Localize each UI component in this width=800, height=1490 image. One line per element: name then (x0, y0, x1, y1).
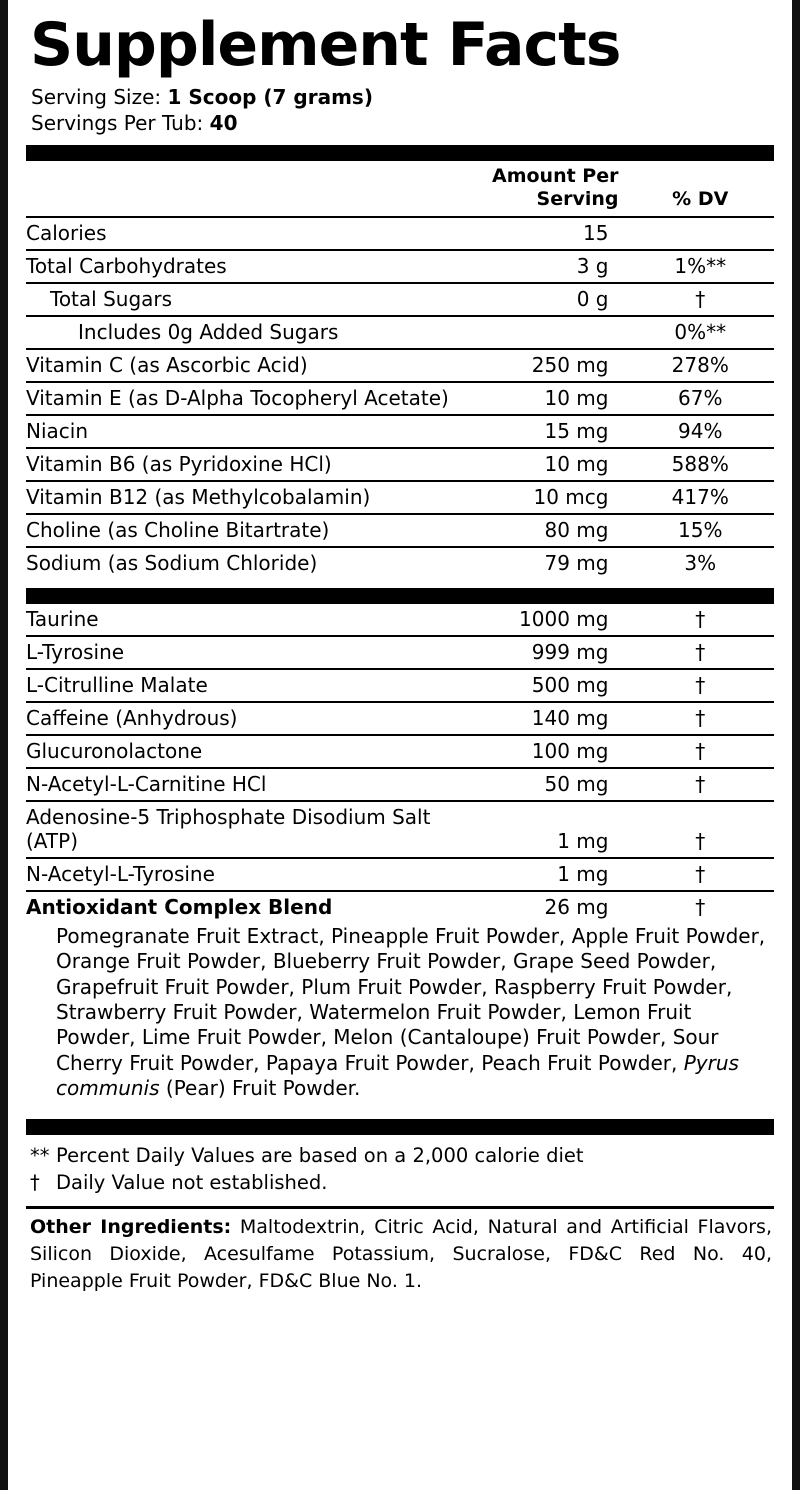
table-row (26, 481, 774, 514)
serving-size-value: 1 Scoop (7 grams) (167, 85, 373, 109)
table-row (26, 735, 774, 768)
row-amount: 10 mg (456, 448, 627, 481)
servings-per-tub-line (31, 111, 774, 137)
divider-thick-middle (26, 588, 774, 604)
table-row (26, 514, 774, 547)
row-amount: 140 mg (456, 702, 627, 735)
row-name: Vitamin C (as Ascorbic Acid) (26, 349, 456, 382)
row-dv: 0%** (626, 316, 774, 349)
row-amount: 1 mg (456, 801, 627, 858)
row-amount: 80 mg (456, 514, 627, 547)
divider-thin (26, 1206, 774, 1209)
row-amount: 79 mg (544, 550, 609, 575)
column-header-amount: Amount Per Serving (456, 161, 627, 217)
row-name: Vitamin B12 (as Methylcobalamin) (26, 481, 456, 514)
row-name: Taurine (26, 604, 456, 636)
row-amount: 50 mg (456, 768, 627, 801)
table-row (26, 669, 774, 702)
row-name: Vitamin B6 (as Pyridoxine HCl) (26, 448, 456, 481)
footnote-symbol: † (30, 1170, 40, 1194)
row-name: L-Tyrosine (26, 636, 456, 669)
table-row (26, 636, 774, 669)
table-row (26, 283, 774, 316)
footnote-symbol: ** (30, 1143, 50, 1167)
table-row (26, 250, 774, 283)
row-name: Total Sugars (26, 283, 456, 316)
row-name: Antioxidant Complex Blend (26, 894, 333, 919)
row-amount: 26 mg (544, 894, 609, 919)
footnote-row (30, 1169, 774, 1196)
table-row (26, 702, 774, 735)
table-row (26, 349, 774, 382)
row-amount: 500 mg (456, 669, 627, 702)
row-amount: 999 mg (456, 636, 627, 669)
row-dv: † (626, 735, 774, 768)
divider-thick-top (26, 145, 774, 161)
row-dv: † (626, 858, 774, 891)
row-name: Choline (as Choline Bitartrate) (26, 514, 456, 547)
row-amount: 250 mg (456, 349, 627, 382)
row-amount: 3 g (456, 250, 627, 283)
footnote-row (30, 1142, 774, 1169)
row-name: N-Acetyl-L-Carnitine HCl (26, 768, 456, 801)
table-row (26, 801, 774, 858)
nutrition-table-main-body (26, 161, 774, 579)
row-dv (626, 217, 774, 250)
table-row (26, 604, 774, 636)
row-name: Sodium (as Sodium Chloride) (26, 550, 318, 575)
row-dv: † (626, 669, 774, 702)
table-row (26, 768, 774, 801)
row-dv: 417% (626, 481, 774, 514)
row-dv: 1%** (626, 250, 774, 283)
row-amount: 10 mcg (456, 481, 627, 514)
row-dv: † (626, 604, 774, 636)
row-amount: 0 g (456, 283, 627, 316)
servings-per-tub-value: 40 (209, 110, 238, 135)
nutrition-table-blend (26, 604, 774, 923)
footnote-text: Daily Value not established. (56, 1170, 328, 1194)
row-dv: 588% (626, 448, 774, 481)
row-name: Adenosine-5 Triphosphate Disodium Salt (ATP) (26, 801, 456, 858)
nutrition-table-blend-body (26, 604, 774, 923)
ingredients-post: (Pear) Fruit Powder. (159, 1076, 361, 1101)
footnotes (30, 1142, 774, 1197)
row-name: L-Citrulline Malate (26, 669, 456, 702)
table-row (26, 316, 774, 349)
row-dv: 278% (626, 349, 774, 382)
row-dv: † (695, 894, 706, 919)
row-amount: 10 mg (456, 382, 627, 415)
table-row (26, 415, 774, 448)
row-amount: 1000 mg (456, 604, 627, 636)
row-name: Caffeine (Anhydrous) (26, 702, 456, 735)
ingredients-pre: Pomegranate Fruit Extract, Pineapple Fruit Powder, Apple Fruit Powder, Orange Fruit Powder, Blueberry Fruit Powder, Grape Seed Powder, Grapefruit Fruit Powder, Plum Fruit Powder, Raspberry Fruit Powder, Strawberry Fruit Powder, Watermelon Fruit Powder, Lemon Fruit Powder, Lime Fruit Powder, Melon (Cantaloupe) Fruit Powder, Sour Cherry Fruit Powder, Papaya Fruit Powder, Peach Fruit Powder, (56, 923, 766, 1075)
row-dv: 3% (684, 550, 717, 575)
nutrition-table-main (26, 161, 774, 579)
row-dv: † (626, 801, 774, 858)
row-dv: † (626, 636, 774, 669)
footnote-text: Percent Daily Values are based on a 2,000 calorie diet (56, 1143, 584, 1167)
row-dv: 15% (626, 514, 774, 547)
row-amount: 15 (456, 217, 627, 250)
row-dv: 94% (626, 415, 774, 448)
column-header-dv: % DV (626, 161, 774, 217)
other-ingredients-label: Other Ingredients: (30, 1216, 232, 1239)
serving-size-label: Serving Size: (31, 85, 162, 109)
ingredients-latin-name: Pyrus communis (56, 1050, 739, 1101)
row-name: Niacin (26, 415, 456, 448)
row-dv: † (626, 283, 774, 316)
row-amount: 15 mg (456, 415, 627, 448)
servings-per-tub-label: Servings Per Tub: (31, 110, 204, 135)
antioxidant-ingredient-list (26, 923, 774, 1110)
table-header-row (26, 161, 774, 217)
other-ingredients-text: Maltodextrin, Citric Acid, Natural and Artificial Flavors, Silicon Dioxide, Acesulfame Potassium, Sucralose, FD&C Red No. 40, Pineapple Fruit Powder, FD&C Blue No. 1. (30, 1216, 772, 1293)
divider-thick-bottom (26, 1119, 774, 1135)
row-amount (456, 316, 627, 349)
other-ingredients (30, 1214, 772, 1295)
row-dv: † (626, 702, 774, 735)
row-dv: † (626, 768, 774, 801)
table-row (26, 448, 774, 481)
table-row (26, 382, 774, 415)
row-name: Glucuronolactone (26, 735, 456, 768)
row-amount: 100 mg (456, 735, 627, 768)
row-name: Total Carbohydrates (26, 250, 456, 283)
row-name: Calories (26, 217, 456, 250)
row-amount: 1 mg (456, 858, 627, 891)
table-row (26, 858, 774, 891)
antioxidant-blend-row (26, 891, 774, 923)
serving-size-line (31, 85, 774, 111)
page-title: Supplement Facts (30, 10, 621, 80)
row-name: N-Acetyl-L-Tyrosine (26, 858, 456, 891)
table-row (26, 217, 774, 250)
spacer (26, 1196, 774, 1206)
column-header-name (26, 161, 456, 217)
table-row (26, 547, 774, 579)
row-dv: 67% (626, 382, 774, 415)
row-name: Vitamin E (as D-Alpha Tocopheryl Acetate) (26, 382, 456, 415)
row-name: Includes 0g Added Sugars (26, 316, 456, 349)
